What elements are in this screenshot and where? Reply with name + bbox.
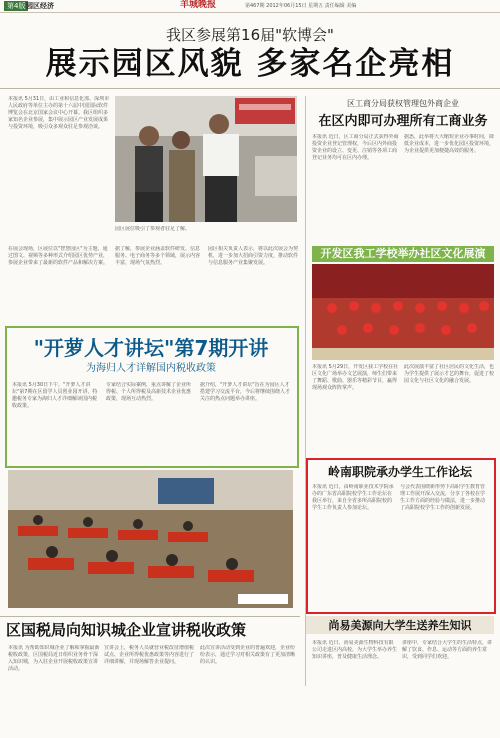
talent-body-text-3: 据介绍，"开萝人才讲坛"旨在为园区人才搭建学习交流平台，今后将继续围绕人才关注的热点问题举办讲座。 — [200, 382, 290, 402]
talent-body-text: 本报讯 5月30日下午，"开萝人才讲坛"第7期在区留学人员创业园开讲，特邀税务专家为海归人才详细解读国内税收政策。 — [12, 382, 98, 409]
lingnan-body-text-2: 与会代表围绕新形势下高职学生教育管理工作展开深入交流，分享了各校在学生工作方面的经验与做法，进一步推动了高职院校学生工作的创新发展。 — [400, 484, 486, 511]
culture-photo — [312, 264, 494, 360]
divider — [0, 88, 500, 89]
lead-body-text: 本报讯 5月31日，由工业和信息化部、深圳市人民政府等单位主办的第十六届中国国际软件博览会在北京国家会议中心开幕。我区组织多家知名企业参展，集中展示园区产业发展成果与投资环境，吸引众多观众驻足参观洽谈。 — [8, 96, 110, 130]
culture-headline: 开发区我工学校举办社区文化展演 — [320, 247, 486, 260]
lead-headline: 展示园区风貌 多家名企亮相 — [45, 46, 455, 82]
shanghu-body-text: 本报讯 近日，尚易美源生物科技有限公司走进区内高校，为大学生举办养生知识讲座，普及健康生活理念。 — [312, 640, 398, 660]
lead-body-text-4: 园区相关负责人表示，将以此次展会为契机，进一步加大招商引资力度，推动软件与信息服务产业集聚发展。 — [208, 246, 298, 266]
talent-body-text-2: 专家结合实际案例，重点讲解了企业所得税、个人所得税及高新技术企业优惠政策，现场互动热烈。 — [106, 382, 192, 402]
biz-body-text: 本报讯 近日，区工商分局正式获得外商投资企业登记管理权，今后区内外商投资企业的设立、变更、注销等各项工商登记业务均可在区内办理。 — [312, 134, 399, 161]
lead-photo — [115, 96, 297, 222]
shanghu-body-text-2: 讲座中，专家结合大学生的生活特点，讲解了饮食、作息、运动等方面的养生常识，受到同学们欢迎。 — [402, 640, 492, 660]
talent-headline: "开萝人才讲坛"第7期开讲 — [33, 336, 269, 360]
tax-body-text-2: 宣讲会上，税务人员就营业税改征增值税试点、企业所得税优惠政策等内容进行了详细讲解，并现场解答企业提问。 — [104, 645, 195, 665]
tax-headline: 区国税局向知识城企业宣讲税收政策 — [6, 621, 247, 639]
section-name: 园区经济 — [26, 2, 54, 10]
lingnan-body-text: 本报讯 近日，由岭南职业技术学院承办的广东省高职院校学生工作论坛在我区举行，来自全省多所高职院校的学生工作负责人参加论坛。 — [312, 484, 394, 511]
talent-subhead: 为海归人才详解国内税收政策 — [86, 363, 216, 374]
tax-body-text: 本报讯 为帮助知识城企业了解和掌握最新税收政策，区国税局近日组织业务骨干深入知识城，为入驻企业开展税收政策宣讲活动。 — [8, 645, 100, 672]
lead-kicker: 我区参展第16届"软博会" — [166, 26, 334, 44]
biz-kicker: 区工商分局获权管理包外商企业 — [347, 99, 459, 108]
page-number: 第4版 — [4, 1, 28, 11]
tax-body-text-3: 此次宣讲活动受到企业的普遍欢迎，企业纷纷表示，通过学习对相关政策有了更加清晰的认识。 — [200, 645, 296, 665]
lead-photo-caption: 园区展位吸引了参观者驻足了解。 — [115, 226, 191, 232]
lingnan-headline: 岭南职院承办学生工作论坛 — [327, 465, 472, 479]
masthead: 羊城晚报 — [180, 0, 217, 10]
lecture-photo — [8, 470, 293, 608]
biz-body-text-2: 据悉，此举将大大缩短企业办事时间，降低企业成本，进一步优化园区投资环境，为企业提供更加便捷高效的服务。 — [404, 134, 494, 154]
biz-headline: 在区内即可办理所有工商业务 — [318, 114, 488, 129]
lead-body-text-2: 在展会现场，区展位以"智慧园区"为主题，通过图文、视频等多种形式介绍园区优势产业，参展企业带来了最新的软件产品和解决方案。 — [8, 246, 109, 266]
issue-info: 第467期 2012年06月15日 星期五 责任编辑 美编 — [245, 3, 357, 9]
divider — [0, 616, 300, 617]
culture-body-text: 本报讯 5月29日，开发区我工学校在社区文化广场举办文艺展演，师生们带来了舞蹈、歌曲、器乐等精彩节目，赢得现场观众阵阵掌声。 — [312, 364, 399, 391]
shanghu-headline: 尚易美源向大学生送养生知识 — [328, 619, 472, 632]
culture-body-text-2: 此次展演丰富了社区居民的文化生活，也为学生提供了展示才艺的舞台，促进了校园文化与社区文化的融合发展。 — [404, 364, 494, 384]
lead-body-text-3: 据了解，参展企业涵盖软件研发、信息服务、电子商务等多个领域，展示内容丰富，现场气氛热烈。 — [115, 246, 201, 266]
